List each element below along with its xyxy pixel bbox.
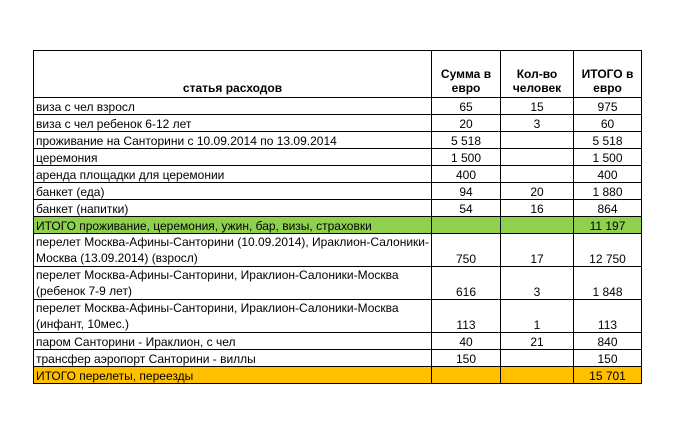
table-row xyxy=(34,234,642,267)
table-row xyxy=(34,98,642,115)
cell-item: виза с чел ребенок 6-12 лет xyxy=(34,115,432,132)
cell-sum: 400 xyxy=(432,166,501,183)
cell-count: 21 xyxy=(501,333,574,350)
header-item: статья расходов xyxy=(34,51,432,98)
cell-total: 1 848 xyxy=(574,267,642,300)
cell-count xyxy=(501,132,574,149)
cell-sum: 54 xyxy=(432,200,501,217)
cell-total: 113 xyxy=(574,300,642,333)
table-row xyxy=(34,166,642,183)
table-row xyxy=(34,350,642,367)
cell-count: 15 xyxy=(501,98,574,115)
cell-item: перелет Москва-Афины-Санторини (10.09.2014), Ираклион-Салоники-Москва (13.09.2014) (взросл) xyxy=(34,234,432,267)
subtotal-row-flights xyxy=(34,367,642,384)
cell-item: перелет Москва-Афины-Санторини, Ираклион-Салоники-Москва (ребенок 7-9 лет) xyxy=(34,267,432,300)
table-row xyxy=(34,267,642,300)
cell-item: ИТОГО перелеты, переезды xyxy=(34,367,432,384)
table-row xyxy=(34,300,642,333)
cell-total: 1 880 xyxy=(574,183,642,200)
cell-item: проживание на Санторини с 10.09.2014 по 13.09.2014 xyxy=(34,132,432,149)
table-row xyxy=(34,333,642,350)
cell-item: церемония xyxy=(34,149,432,166)
cell-total: 840 xyxy=(574,333,642,350)
cell-count xyxy=(501,217,574,234)
cell-sum: 750 xyxy=(432,234,501,267)
cell-count: 3 xyxy=(501,115,574,132)
cell-total: 150 xyxy=(574,350,642,367)
cell-total: 975 xyxy=(574,98,642,115)
header-count: Кол-во человек xyxy=(501,51,574,98)
cell-count: 16 xyxy=(501,200,574,217)
cell-count: 1 xyxy=(501,300,574,333)
cell-sum: 40 xyxy=(432,333,501,350)
cell-total: 60 xyxy=(574,115,642,132)
expense-table xyxy=(33,50,642,384)
header-row xyxy=(34,51,642,98)
table-row xyxy=(34,183,642,200)
cell-count: 3 xyxy=(501,267,574,300)
cell-sum: 150 xyxy=(432,350,501,367)
cell-item: виза с чел взросл xyxy=(34,98,432,115)
cell-count xyxy=(501,367,574,384)
cell-count xyxy=(501,350,574,367)
cell-item: трансфер аэропорт Санторини - виллы xyxy=(34,350,432,367)
table-row xyxy=(34,200,642,217)
header-total: ИТОГО в евро xyxy=(574,51,642,98)
cell-item: аренда площадки для церемонии xyxy=(34,166,432,183)
cell-total: 864 xyxy=(574,200,642,217)
cell-total: 11 197 xyxy=(574,217,642,234)
cell-item: ИТОГО проживание, церемония, ужин, бар, визы, страховки xyxy=(34,217,432,234)
cell-total: 15 701 xyxy=(574,367,642,384)
table-row xyxy=(34,149,642,166)
cell-sum: 65 xyxy=(432,98,501,115)
table-row xyxy=(34,132,642,149)
cell-sum xyxy=(432,367,501,384)
cell-item: паром Санторини - Ираклион, с чел xyxy=(34,333,432,350)
cell-item: перелет Москва-Афины-Санторини, Ираклион-Салоники-Москва (инфант, 10мес.) xyxy=(34,300,432,333)
cell-item: банкет (напитки) xyxy=(34,200,432,217)
cell-count xyxy=(501,166,574,183)
cell-total: 12 750 xyxy=(574,234,642,267)
header-sum: Сумма в евро xyxy=(432,51,501,98)
cell-sum: 94 xyxy=(432,183,501,200)
cell-item: банкет (еда) xyxy=(34,183,432,200)
cell-total: 1 500 xyxy=(574,149,642,166)
cell-sum: 616 xyxy=(432,267,501,300)
cell-count: 17 xyxy=(501,234,574,267)
subtotal-row-accommodation xyxy=(34,217,642,234)
cell-count xyxy=(501,149,574,166)
cell-total: 400 xyxy=(574,166,642,183)
cell-sum: 5 518 xyxy=(432,132,501,149)
cell-sum xyxy=(432,217,501,234)
cell-total: 5 518 xyxy=(574,132,642,149)
cell-sum: 113 xyxy=(432,300,501,333)
cell-sum: 20 xyxy=(432,115,501,132)
table-row xyxy=(34,115,642,132)
cell-count: 20 xyxy=(501,183,574,200)
cell-sum: 1 500 xyxy=(432,149,501,166)
